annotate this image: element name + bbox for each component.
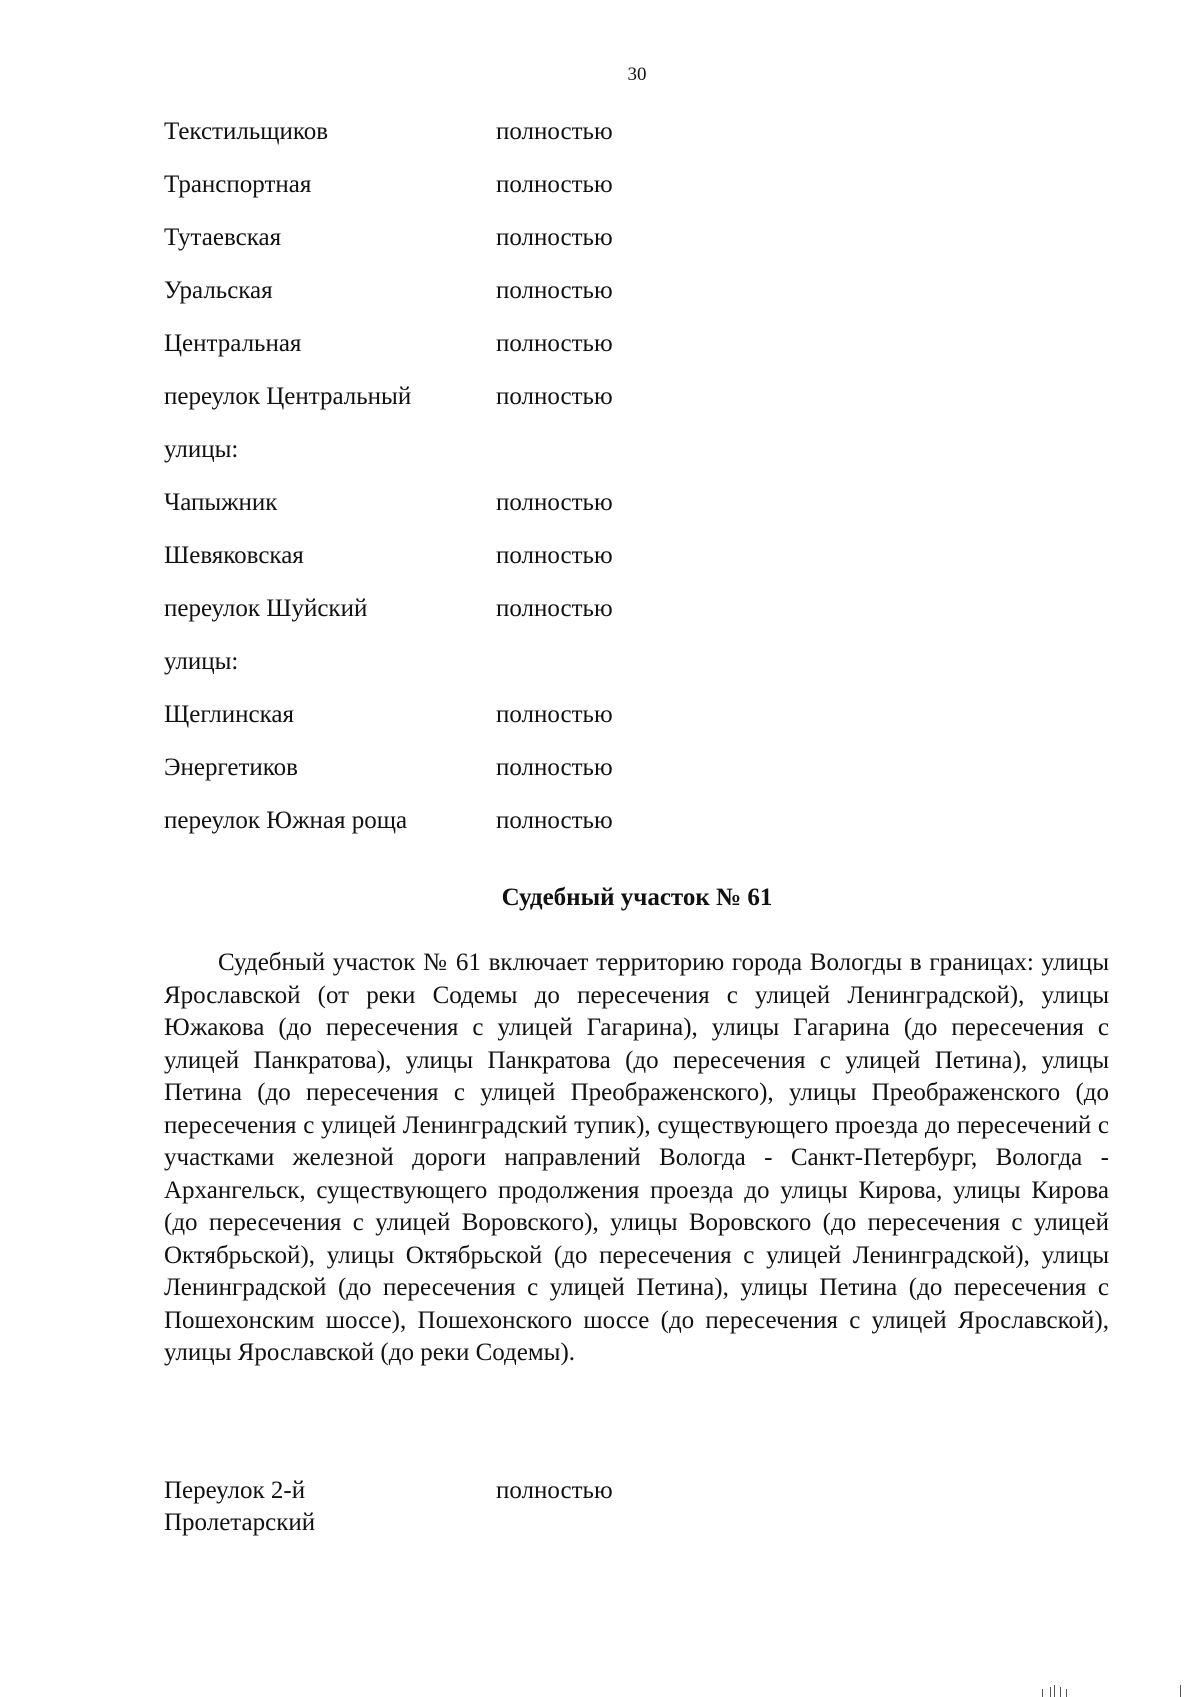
- street-name: Центральная: [164, 330, 302, 357]
- street-coverage: полностью: [496, 701, 613, 728]
- page-number: 30: [627, 64, 647, 85]
- list-item: [164, 223, 864, 276]
- street-name: Переулок 2-й Пролетарский: [164, 1477, 316, 1536]
- list-item: [164, 1475, 864, 1539]
- section-paragraph: Судебный участок № 61 включает территорию города Вологды в границах: улицы Ярославской (от реки Содемы до пересечения с улицей Ленинградской), улицы Южакова (до пересечения с улицей Гагарина), улицы Гагарина (до пересечения с улицей Панкратова), улицы Панкратова (до пересечения с улицей Петина), улицы Петина (до пересечения с улицей Преображенского), улицы Преображенского (до пересечения с улицей Ленинградский тупик), существующего проезда до пересечений с участками железной дороги направлений Вологда - Санкт-Петербург, Вологда - Архангельск, существующего продолжения проезда до улицы Кирова, улицы Кирова (до пересечения с улицей Воровского), улицы Воровского (до пересечения с улицей Октябрьской), улицы Октябрьской (до пересечения с улицей Ленинградской), улицы Ленинградской (до пересечения с улицей Петина), улицы Петина (до пересечения с Пошехонским шоссе), Пошехонского шоссе (до пересечения с улицей Ярославской), улицы Ярославской (до реки Содемы).: [164, 949, 1109, 1366]
- list-item: [164, 647, 864, 700]
- list-item: [164, 541, 864, 594]
- list-item: [164, 488, 864, 541]
- street-name: Тутаевская: [164, 224, 282, 251]
- street-coverage: полностью: [496, 807, 613, 834]
- street-name: Уральская: [164, 277, 273, 304]
- street-name: переулок Южная роща: [164, 807, 408, 834]
- list-item: [164, 594, 864, 647]
- list-item: [164, 700, 864, 753]
- street-coverage: полностью: [496, 277, 613, 304]
- section-heading: Судебный участок № 61: [501, 884, 773, 911]
- street-name: Шевяковская: [164, 542, 304, 569]
- list-item: [164, 806, 864, 859]
- street-coverage: полностью: [496, 754, 613, 781]
- street-name: переулок Шуйский: [164, 595, 368, 622]
- street-coverage: полностью: [496, 118, 613, 145]
- street-name: Щеглинская: [164, 701, 294, 728]
- street-list-bottom: [164, 1475, 864, 1539]
- street-group-label: улицы:: [164, 648, 239, 675]
- list-item: [164, 753, 864, 806]
- street-name: Энергетиков: [164, 754, 298, 781]
- list-item: [164, 382, 864, 435]
- street-coverage: полностью: [496, 383, 613, 410]
- list-item: [164, 170, 864, 223]
- list-item: [164, 276, 864, 329]
- list-item: [164, 117, 864, 170]
- street-coverage: полностью: [496, 489, 613, 516]
- street-coverage: полностью: [496, 542, 613, 569]
- street-group-label: улицы:: [164, 436, 239, 463]
- street-coverage: полностью: [496, 330, 613, 357]
- street-name: переулок Центральный: [164, 383, 412, 410]
- street-name: Текстильщиков: [164, 118, 329, 145]
- street-list-top: [164, 117, 864, 859]
- street-coverage: полностью: [496, 224, 613, 251]
- street-name: Транспортная: [164, 171, 312, 198]
- street-coverage: полностью: [496, 595, 613, 622]
- list-item: [164, 435, 864, 488]
- street-name: Чапыжник: [164, 489, 278, 516]
- scan-edge-marks: [1042, 1683, 1182, 1697]
- list-item: [164, 329, 864, 382]
- street-coverage: полностью: [496, 171, 613, 198]
- street-coverage: полностью: [496, 1477, 613, 1504]
